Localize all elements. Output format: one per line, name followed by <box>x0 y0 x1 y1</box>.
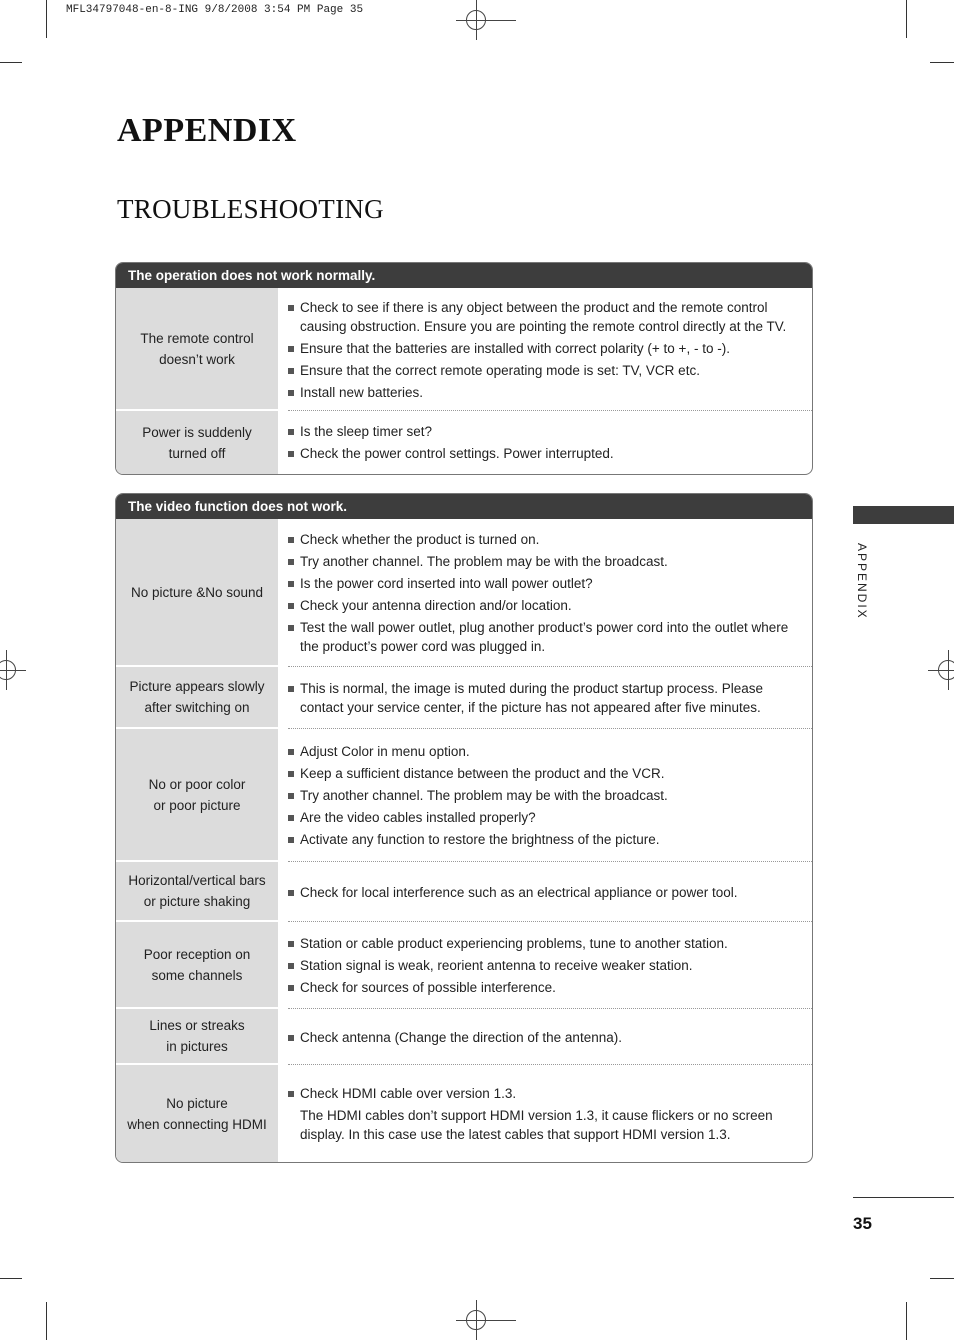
table-header: The operation does not work normally. <box>116 263 812 288</box>
solution-list <box>278 1009 812 1065</box>
solution-item: Try another channel. The problem may be with the broadcast. <box>288 552 800 571</box>
page-number: 35 <box>853 1214 872 1233</box>
table-row <box>116 1065 812 1162</box>
solution-list <box>278 667 812 729</box>
solution-note: The HDMI cables don’t support HDMI version 1.3, it cause flickers or no screen display. In this case use the latest cables that support HDMI version 1.3. <box>300 1107 773 1142</box>
solution-item: Check the power control settings. Power interrupted. <box>288 444 800 463</box>
bullet-icon <box>288 1035 294 1041</box>
table-row <box>116 1009 812 1065</box>
bullet-icon <box>288 771 294 777</box>
solution-list <box>278 411 812 474</box>
table-row <box>116 729 812 862</box>
bullet-icon <box>288 625 294 631</box>
bullet-icon <box>288 963 294 969</box>
problem-label: Poor reception on some channels <box>116 922 278 1009</box>
side-tab-marker <box>853 506 954 524</box>
solution-item: Try another channel. The problem may be with the broadcast. <box>288 786 800 805</box>
crop-mark <box>46 0 47 38</box>
bullet-icon <box>288 985 294 991</box>
bullet-icon <box>288 890 294 896</box>
table-header: The video function does not work. <box>116 494 812 519</box>
bullet-icon <box>288 793 294 799</box>
bullet-icon <box>288 305 294 311</box>
crop-mark <box>0 1278 22 1279</box>
bullet-icon <box>288 429 294 435</box>
solution-item: Is the power cord inserted into wall power outlet? <box>288 574 800 593</box>
solution-item: Keep a sufficient distance between the product and the VCR. <box>288 764 800 783</box>
solution-item: Check HDMI cable over version 1.3. <box>288 1084 800 1103</box>
bullet-icon <box>288 368 294 374</box>
solution-list <box>278 862 812 922</box>
solution-item: Check your antenna direction and/or location. <box>288 596 800 615</box>
solution-list <box>278 1065 812 1162</box>
solution-list <box>278 922 812 1009</box>
solution-list <box>278 519 812 667</box>
crop-mark <box>930 1278 954 1279</box>
solution-item: Is the sleep timer set? <box>288 422 800 441</box>
troubleshooting-table-operation <box>115 262 813 475</box>
bullet-icon <box>288 1091 294 1097</box>
registration-mark-icon <box>456 0 496 40</box>
troubleshooting-table-video <box>115 493 813 1163</box>
problem-label: The remote control doesn’t work <box>116 288 278 411</box>
solution-item: Are the video cables installed properly? <box>288 808 800 827</box>
solution-item: Activate any function to restore the brightness of the picture. <box>288 830 800 849</box>
problem-label: Picture appears slowly after switching on <box>116 667 278 729</box>
solution-item: Ensure that the batteries are installed with correct polarity (+ to +, - to -). <box>288 339 800 358</box>
table-row <box>116 922 812 1009</box>
solution-item: Test the wall power outlet, plug another product’s power cord into the outlet where the product’s power cord was plugged in. <box>288 618 800 656</box>
bullet-icon <box>288 451 294 457</box>
solution-item: Check for local interference such as an electrical appliance or power tool. <box>288 883 800 902</box>
crop-mark <box>906 0 907 38</box>
page-title: APPENDIX <box>117 112 297 149</box>
bullet-icon <box>288 941 294 947</box>
bullet-icon <box>288 603 294 609</box>
solution-item: Check to see if there is any object between the product and the remote control causing obstruction. Ensure you are pointing the remote control directly at the TV. <box>288 298 800 336</box>
crop-mark <box>930 62 954 63</box>
solution-item: Adjust Color in menu option. <box>288 742 800 761</box>
bullet-icon <box>288 815 294 821</box>
crop-mark <box>0 62 22 63</box>
solution-list <box>278 288 812 411</box>
registration-mark-icon <box>0 650 26 690</box>
bullet-icon <box>288 749 294 755</box>
bullet-icon <box>288 686 294 692</box>
side-tab-label: APPENDIX <box>855 543 869 620</box>
problem-label: Horizontal/vertical bars or picture shaking <box>116 862 278 922</box>
page-number-rule <box>853 1197 954 1198</box>
bullet-icon <box>288 346 294 352</box>
solution-item: Ensure that the correct remote operating mode is set: TV, VCR etc. <box>288 361 800 380</box>
registration-mark-icon <box>928 650 954 690</box>
solution-item: Check whether the product is turned on. <box>288 530 800 549</box>
solution-item: Station or cable product experiencing problems, tune to another station. <box>288 934 800 953</box>
problem-label: No picture when connecting HDMI <box>116 1065 278 1162</box>
table-row <box>116 411 812 474</box>
table-row <box>116 667 812 729</box>
table-row <box>116 288 812 411</box>
table-row <box>116 862 812 922</box>
solution-item: Station signal is weak, reorient antenna to receive weaker station. <box>288 956 800 975</box>
print-slug: MFL34797048-en-8-ING 9/8/2008 3:54 PM Page 35 <box>66 4 364 16</box>
section-title: TROUBLESHOOTING <box>117 194 384 224</box>
table-row <box>116 519 812 667</box>
bullet-icon <box>288 559 294 565</box>
crop-mark <box>906 1302 907 1340</box>
crop-mark <box>46 1302 47 1340</box>
bullet-icon <box>288 537 294 543</box>
solution-list <box>278 729 812 862</box>
registration-mark-icon <box>456 1300 496 1340</box>
problem-label: Lines or streaks in pictures <box>116 1009 278 1065</box>
bullet-icon <box>288 390 294 396</box>
solution-item: Check antenna (Change the direction of the antenna). <box>288 1028 800 1047</box>
solution-item: Install new batteries. <box>288 383 800 402</box>
solution-item: This is normal, the image is muted during the product startup process. Please contact your service center, if the picture has not appeared after five minutes. <box>288 679 800 717</box>
problem-label: No or poor color or poor picture <box>116 729 278 862</box>
bullet-icon <box>288 581 294 587</box>
problem-label: Power is suddenly turned off <box>116 411 278 474</box>
bullet-icon <box>288 837 294 843</box>
solution-item: Check for sources of possible interference. <box>288 978 800 997</box>
problem-label: No picture &No sound <box>116 519 278 667</box>
